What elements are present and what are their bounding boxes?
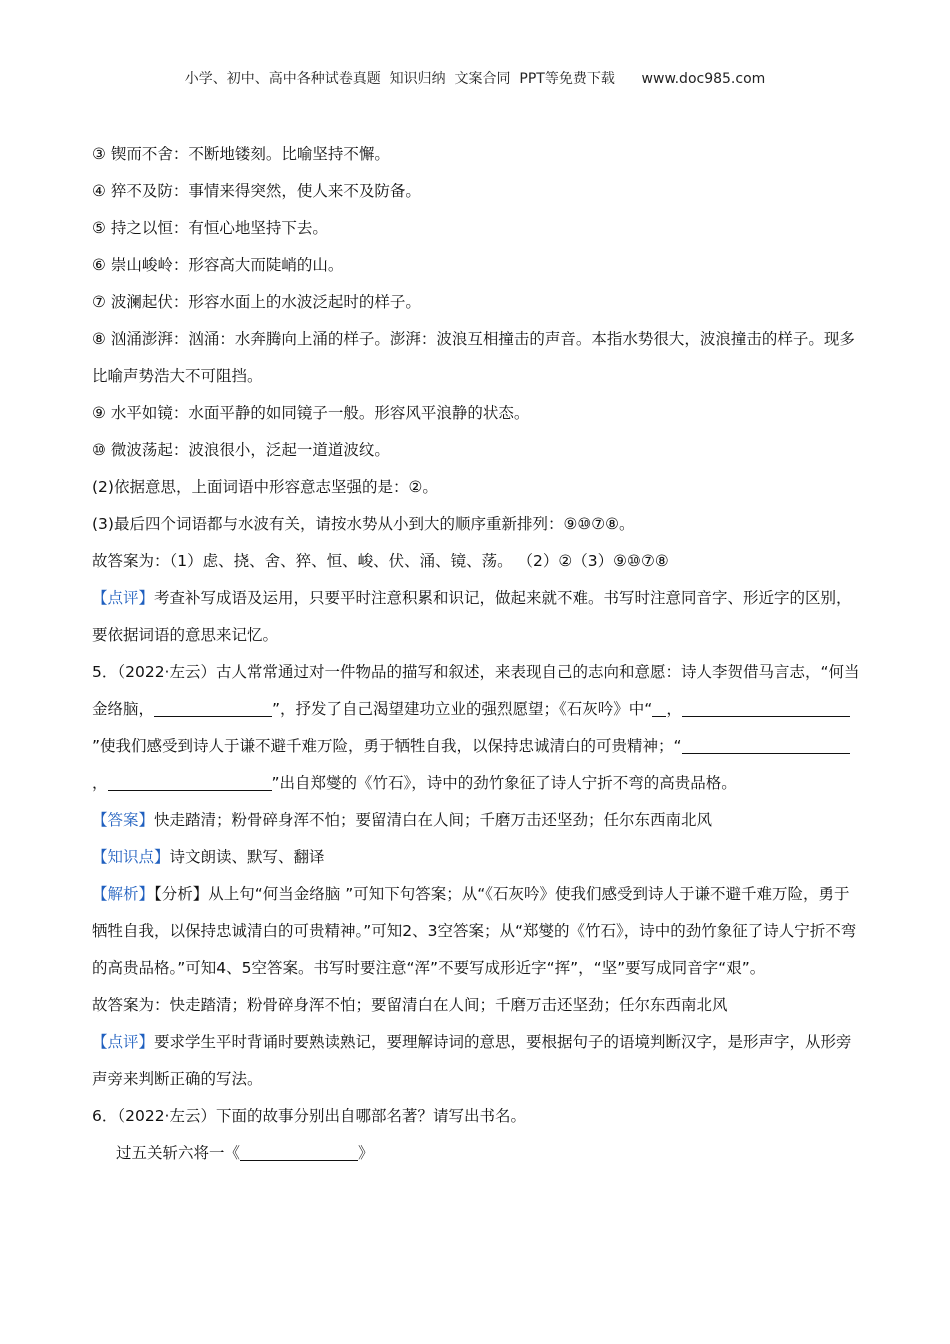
answer-blank[interactable] bbox=[154, 696, 272, 717]
comment-5 bbox=[92, 1024, 862, 1098]
item-10: ⑩ 微波荡起：波浪很小，泛起一道道波纹。 bbox=[92, 441, 390, 459]
analysis bbox=[92, 876, 862, 987]
answer-blank[interactable] bbox=[652, 696, 666, 717]
analysis-text: 【分析】从上句“何当金络脑 ”可知下句答案；从“《石灰吟》使我们感受到诗人于谦不避千难万险，勇于牺牲自我，以保持忠诚清白的可贵精神。”可知2、3空答案；从“郑燮的《竹石》，诗中的劲竹象征了诗人宁折不弯的高贵品格。”可知4、5空答案。书写时要注意“浑”不要写成形近字“挥”，“坚”要写成同音字“艰”。 bbox=[92, 885, 857, 977]
item-8: ⑧ 汹涌澎湃：汹涌：水奔腾向上涌的样子。澎湃：波浪互相撞击的声音。本指水势很大，波浪撞击的样子。现多比喻声势浩大不可阻挡。 bbox=[92, 330, 855, 385]
question-5-number: 5．（2022·左云） bbox=[92, 663, 216, 681]
item-5: ⑤ 持之以恒：有恒心地坚持下去。 bbox=[92, 219, 328, 237]
question-5-part1: 古人常常通过对一件物品的描写和叙述，来表现自己的志向和意愿：诗人李贺借马言志，“何当金络脑， bbox=[92, 663, 860, 718]
question-6-item-text: 过五关斩六将一《 bbox=[116, 1144, 241, 1162]
answer-blank[interactable] bbox=[682, 696, 850, 717]
answer-5 bbox=[92, 802, 862, 839]
comment-4 bbox=[92, 580, 862, 654]
comment-text: 考查补写成语及运用，只要平时注意积累和识记，做起来就不难。书写时注意同音字、形近字的区别，要依据词语的意思来记忆。 bbox=[92, 589, 852, 644]
comment-tag: 【点评】 bbox=[92, 1033, 155, 1051]
answer-blank[interactable] bbox=[108, 770, 272, 791]
item-3: ③ 锲而不舍：不断地镂刻。比喻坚持不懈。 bbox=[92, 145, 390, 163]
document-body bbox=[92, 136, 862, 1172]
knowledge-point bbox=[92, 839, 862, 876]
comment-tag: 【点评】 bbox=[92, 589, 155, 607]
answer-text: 快走踏清；粉骨碎身浑不怕；要留清白在人间；千磨万击还坚劲；任尔东西南北风 bbox=[154, 811, 713, 829]
question-2: (2)依据意思，上面词语中形容意志坚强的是：②。 bbox=[92, 478, 438, 496]
question-5-part3: ， bbox=[666, 700, 682, 718]
answer-blank[interactable] bbox=[240, 1140, 358, 1161]
answer-blank[interactable] bbox=[682, 733, 850, 754]
knowledge-text: 诗文朗读、默写、翻译 bbox=[169, 848, 325, 866]
item-7: ⑦ 波澜起伏：形容水面上的水波泛起时的样子。 bbox=[92, 293, 421, 311]
final-answer-5: 故答案为：快走踏清；粉骨碎身浑不怕；要留清白在人间；千磨万击还坚劲；任尔东西南北风 bbox=[92, 996, 728, 1014]
item-9: ⑨ 水平如镜：水面平静的如同镜子一般。形容风平浪静的状态。 bbox=[92, 404, 530, 422]
item-4: ④ 猝不及防：事情来得突然，使人来不及防备。 bbox=[92, 182, 421, 200]
answer-tag: 【答案】 bbox=[92, 811, 155, 829]
question-5-part6: ”出自郑燮的《竹石》，诗中的劲竹象征了诗人宁折不弯的高贵品格。 bbox=[271, 774, 737, 792]
item-6: ⑥ 崇山峻岭：形容高大而陡峭的山。 bbox=[92, 256, 344, 274]
page-header: 小学、初中、高中各种试卷真题 知识归纳 文案合同 PPT等免费下载 www.doc985.com bbox=[184, 71, 766, 87]
question-5-part5: ， bbox=[92, 774, 108, 792]
comment-text: 要求学生平时背诵时要熟读熟记，要理解诗词的意思，要根据句子的语境判断汉字，是形声字，从形旁声旁来判断正确的写法。 bbox=[92, 1033, 852, 1088]
question-6-item bbox=[92, 1135, 862, 1172]
question-6-close: 》 bbox=[358, 1144, 374, 1162]
answer-4: 故答案为：（1）虑、挠、舍、猝、恒、峻、伏、涌、镜、荡。 （2）②（3）⑨⑩⑦⑧ bbox=[92, 552, 669, 570]
question-6: 6．（2022·左云）下面的故事分别出自哪部名著？请写出书名。 bbox=[92, 1107, 526, 1125]
question-5-part2: ”，抒发了自己渴望建功立业的强烈愿望；《石灰吟》中“ bbox=[272, 700, 653, 718]
question-5 bbox=[92, 654, 862, 802]
knowledge-tag: 【知识点】 bbox=[92, 848, 170, 866]
question-3: (3)最后四个词语都与水波有关，请按水势从小到大的顺序重新排列：⑨⑩⑦⑧。 bbox=[92, 515, 635, 533]
analysis-tag: 【解析】 bbox=[92, 885, 155, 903]
question-5-part4: ”使我们感受到诗人于谦不避千难万险，勇于牺牲自我，以保持忠诚清白的可贵精神；“ bbox=[92, 737, 682, 755]
